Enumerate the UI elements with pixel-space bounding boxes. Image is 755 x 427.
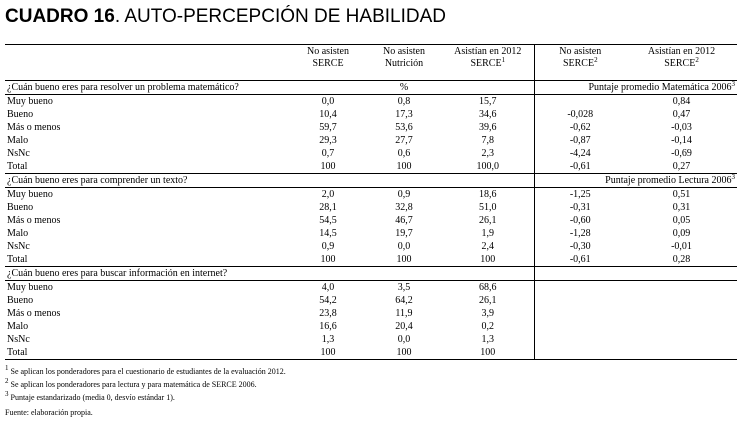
- column-header-line2: SERCE: [664, 58, 696, 69]
- table-row: [5, 281, 737, 295]
- table-cell: -0,14: [671, 135, 692, 146]
- table-cell: 27,7: [395, 135, 413, 146]
- table-row: [5, 121, 737, 134]
- table-row: [5, 201, 737, 214]
- table-title: [5, 6, 446, 28]
- column-header-line1: No asisten: [383, 46, 425, 57]
- table-cell: 100: [396, 161, 412, 172]
- table-cell: -1,25: [534, 188, 626, 202]
- table-row: [5, 307, 737, 320]
- table-row: [5, 214, 737, 227]
- unit-label: %: [366, 81, 442, 95]
- footnote: [5, 377, 257, 390]
- table-cell: 0,0: [397, 241, 411, 252]
- score-label: [534, 174, 737, 188]
- table-cell: [626, 294, 737, 307]
- table-cell: 15,7: [442, 95, 534, 109]
- table-cell: 1,3: [481, 334, 494, 345]
- table-row: [5, 240, 737, 253]
- column-header-line1: No asisten: [559, 46, 602, 57]
- column-header-line1: No asisten: [307, 46, 349, 57]
- unit-label: [366, 174, 442, 188]
- question-text: ¿Cuán bueno eres para comprender un texto?: [5, 174, 366, 188]
- table-cell: 19,7: [395, 228, 413, 239]
- table-cell: 100: [320, 161, 336, 172]
- table-cell: 32,8: [395, 202, 413, 213]
- table-cell: 54,5: [319, 215, 337, 226]
- column-header-footnote-ref: 2: [594, 56, 598, 64]
- data-table: [5, 44, 737, 360]
- table-cell: 100: [396, 254, 412, 265]
- table-cell: 26,1: [479, 295, 497, 306]
- table-row: [5, 294, 737, 307]
- row-label: Malo: [7, 228, 29, 239]
- column-header-footnote-ref: 1: [501, 56, 506, 64]
- score-label: [534, 267, 737, 281]
- table-cell: 68,6: [442, 281, 534, 295]
- score-footnote-ref: 3: [731, 173, 735, 181]
- footnote-number: 1: [5, 364, 9, 372]
- table-cell: [534, 346, 626, 360]
- row-label: NsNc: [7, 241, 30, 252]
- column-header-line2: SERCE: [312, 58, 344, 69]
- column-header: [290, 45, 366, 81]
- unit-label: [366, 267, 442, 281]
- table-row: [5, 134, 737, 147]
- table-cell: 0,31: [672, 202, 691, 213]
- footnote: [5, 390, 175, 403]
- table-cell: [626, 281, 737, 295]
- column-header-line2: Nutrición: [384, 58, 424, 69]
- table-title-text: . AUTO-PERCEPCIÓN DE HABILIDAD: [114, 6, 446, 27]
- table-cell: [626, 333, 737, 346]
- question-text: ¿Cuán bueno eres para buscar información en internet?: [5, 267, 366, 281]
- footnote-text: Puntaje estandarizado (media 0, desvío estándar 1).: [8, 393, 175, 402]
- column-header-footnote-ref: 2: [695, 56, 699, 64]
- question-text: ¿Cuán bueno eres para resolver un problema matemático?: [5, 81, 366, 95]
- table-row: [5, 108, 737, 121]
- table-cell: -0,30: [534, 240, 626, 253]
- table-row: [5, 346, 737, 360]
- question-row: [5, 81, 737, 95]
- table-cell: 7,8: [481, 135, 494, 146]
- table-cell: 0,09: [672, 228, 691, 239]
- table-cell: 2,0: [290, 188, 366, 202]
- table-cell: 20,4: [395, 321, 413, 332]
- row-label: Más o menos: [7, 122, 61, 133]
- table-cell: 0,7: [321, 148, 335, 159]
- table-cell: 100,0: [476, 161, 499, 172]
- score-label-text: Puntaje promedio Lectura 2006: [605, 175, 732, 186]
- question-row: [5, 174, 737, 188]
- table-cell: [534, 333, 626, 346]
- footnote-text: Se aplican los ponderadores para el cuestionario de estudiantes de la evaluación 2012.: [8, 367, 286, 376]
- table-cell: 18,6: [442, 188, 534, 202]
- table-cell: 14,5: [319, 228, 337, 239]
- table-cell: 2,3: [481, 148, 494, 159]
- score-footnote-ref: 3: [731, 80, 735, 88]
- table-cell: 0,6: [397, 148, 411, 159]
- table-cell: 100: [442, 346, 534, 360]
- footnote-number: 2: [5, 377, 9, 385]
- table-cell: -1,28: [534, 227, 626, 240]
- table-cell: 11,9: [395, 308, 413, 319]
- table-row: [5, 333, 737, 346]
- table-cell: [534, 320, 626, 333]
- table-cell: 34,6: [479, 109, 497, 120]
- column-header-line1: Asistían en 2012: [454, 46, 522, 57]
- column-header: [366, 45, 442, 81]
- table-cell: 100: [290, 346, 366, 360]
- table-cell: -0,61: [534, 253, 626, 267]
- table-cell: 46,7: [395, 215, 413, 226]
- row-label: Bueno: [7, 295, 34, 306]
- table-cell: [626, 307, 737, 320]
- column-header: [534, 45, 626, 81]
- footnote-text: Se aplican los ponderadores para lectura y para matemática de SERCE 2006.: [8, 380, 257, 389]
- table-cell: 4,0: [290, 281, 366, 295]
- source-note: Fuente: elaboración propia.: [5, 408, 93, 417]
- table-cell: 59,7: [319, 122, 337, 133]
- table-cell: 0,27: [672, 161, 691, 172]
- row-label: Muy bueno: [5, 281, 290, 295]
- table-row: [5, 227, 737, 240]
- footnote-number: 3: [5, 390, 9, 398]
- table-cell: 53,6: [395, 122, 413, 133]
- table-cell: 100: [480, 254, 496, 265]
- row-label: Malo: [7, 135, 29, 146]
- table-row: [5, 253, 737, 267]
- table-cell: -0,31: [534, 201, 626, 214]
- header-row: [5, 45, 737, 81]
- table-cell: 0,9: [321, 241, 335, 252]
- table-cell: 1,3: [321, 334, 335, 345]
- table-cell: -0,69: [671, 148, 692, 159]
- table-cell: 0,28: [672, 254, 691, 265]
- footnote: [5, 364, 286, 377]
- row-label: Muy bueno: [5, 188, 290, 202]
- column-header-line1: Asistían en 2012: [647, 46, 716, 57]
- table-cell: 28,1: [319, 202, 337, 213]
- table-cell: [534, 294, 626, 307]
- table-row: [5, 147, 737, 160]
- table-cell: 16,6: [319, 321, 337, 332]
- table-cell: [534, 307, 626, 320]
- table-cell: 0,05: [672, 215, 691, 226]
- row-label: Bueno: [7, 109, 34, 120]
- table-cell: 10,4: [319, 109, 337, 120]
- table-cell: 100: [366, 346, 442, 360]
- question-spacer: [442, 267, 534, 281]
- table-cell: 23,8: [319, 308, 337, 319]
- table-cell: -0,01: [671, 241, 692, 252]
- table-cell: [534, 281, 626, 295]
- header-blank: [5, 45, 290, 81]
- row-label: Malo: [7, 321, 29, 332]
- row-label: Más o menos: [7, 215, 61, 226]
- table-row: [5, 320, 737, 333]
- table-cell: 0,8: [366, 95, 442, 109]
- row-label: Total: [7, 161, 28, 172]
- table-cell: [534, 95, 626, 109]
- table-cell: [626, 320, 737, 333]
- table-number: CUADRO 16: [5, 6, 115, 27]
- column-header: [442, 45, 534, 81]
- table-row: [5, 160, 737, 174]
- column-header: [626, 45, 737, 81]
- table-cell: 0,0: [397, 334, 411, 345]
- table-cell: -4,24: [534, 147, 626, 160]
- table-cell: 100: [320, 254, 336, 265]
- table-row: [5, 188, 737, 202]
- table-cell: 2,4: [481, 241, 494, 252]
- table-cell: 17,3: [395, 109, 413, 120]
- table-cell: 3,5: [366, 281, 442, 295]
- table-cell: 3,9: [481, 308, 494, 319]
- table-cell: -0,62: [534, 121, 626, 134]
- table-cell: 29,3: [319, 135, 337, 146]
- table-cell: [626, 346, 737, 360]
- table-cell: 1,9: [481, 228, 494, 239]
- row-label: Más o menos: [7, 308, 61, 319]
- table-cell: 0,84: [626, 95, 737, 109]
- table-cell: -0,87: [534, 134, 626, 147]
- table-cell: 39,6: [479, 122, 497, 133]
- table-cell: 0,2: [481, 321, 494, 332]
- table-cell: 0,51: [626, 188, 737, 202]
- row-label: Muy bueno: [5, 95, 290, 109]
- table-cell: 0,0: [290, 95, 366, 109]
- column-header-line2: SERCE: [562, 58, 595, 69]
- table-cell: 0,9: [366, 188, 442, 202]
- score-label-text: Puntaje promedio Matemática 2006: [588, 82, 732, 93]
- row-label: NsNc: [7, 148, 30, 159]
- column-header-line2: SERCE: [470, 58, 502, 69]
- table-cell: -0,60: [534, 214, 626, 227]
- table-row: [5, 95, 737, 109]
- row-label: NsNc: [7, 334, 30, 345]
- score-label: [534, 81, 737, 95]
- row-label: Total: [7, 254, 28, 265]
- table-cell: -0,03: [671, 122, 692, 133]
- table-cell: -0,028: [534, 108, 626, 121]
- row-label: Total: [5, 346, 290, 360]
- table-cell: 0,47: [672, 109, 691, 120]
- table-cell: 54,2: [319, 295, 337, 306]
- table-cell: 51,0: [479, 202, 497, 213]
- question-row: [5, 267, 737, 281]
- table-cell: -0,61: [534, 160, 626, 174]
- table-cell: 26,1: [479, 215, 497, 226]
- row-label: Bueno: [7, 202, 34, 213]
- question-spacer: [442, 81, 534, 95]
- question-spacer: [442, 174, 534, 188]
- table-cell: 64,2: [395, 295, 413, 306]
